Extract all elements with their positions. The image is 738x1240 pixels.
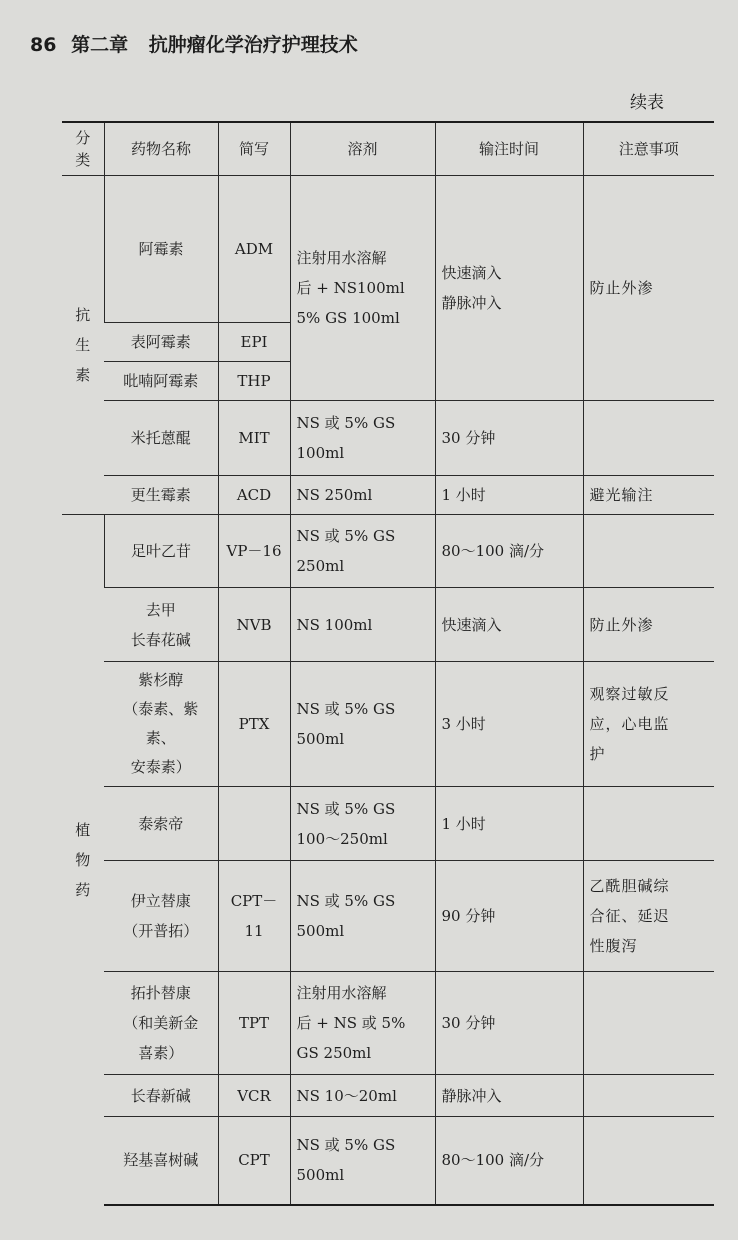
drug-name: 长春新碱 (104, 1075, 218, 1117)
drug-infusion-time: 30 分钟 (435, 972, 583, 1075)
drug-solvent: NS 或 5% GS 500ml (290, 861, 435, 972)
drug-name: 伊立替康 （开普拓） (104, 861, 218, 972)
drug-note: 乙酰胆碱综 合征、延迟 性腹泻 (583, 861, 714, 972)
drug-infusion-time: 快速滴入 (435, 588, 583, 662)
drug-abbr: NVB (218, 588, 290, 662)
page-number: 86 (30, 34, 57, 56)
continued-label: 续表 (630, 93, 664, 113)
category-label: 抗 生 素 (75, 306, 91, 384)
drug-note (583, 1117, 714, 1205)
drug-name: 吡喃阿霉素 (104, 362, 218, 401)
drug-note: 防止外渗 (583, 176, 714, 401)
drug-abbr: ACD (218, 476, 290, 515)
page-header (30, 30, 358, 57)
drug-note: 避光输注 (583, 476, 714, 515)
drug-abbr: THP (218, 362, 290, 401)
drug-solvent: NS 或 5% GS 100ml (290, 401, 435, 476)
table-row (62, 515, 714, 588)
table-row (62, 861, 714, 972)
chapter-label: 第二章 (71, 34, 129, 56)
drug-infusion-time: 80～100 滴/分 (435, 1117, 583, 1205)
drug-name: 泰索帝 (104, 787, 218, 861)
table-row (62, 662, 714, 787)
drug-note (583, 787, 714, 861)
table-row (62, 787, 714, 861)
drug-name: 紫杉醇 （泰素、紫素、 安泰素） (104, 662, 218, 787)
drug-infusion-time: 静脉冲入 (435, 1075, 583, 1117)
header-infusion-time: 输注时间 (435, 122, 583, 176)
drug-abbr: ADM (218, 176, 290, 323)
drug-abbr: CPT (218, 1117, 290, 1205)
drug-name: 拓扑替康 （和美新金 喜素） (104, 972, 218, 1075)
drug-name: 去甲 长春花碱 (104, 588, 218, 662)
category-label: 植 物 药 (75, 820, 91, 899)
drug-solvent: 注射用水溶解 后 + NS 或 5% GS 250ml (290, 972, 435, 1075)
drug-name: 足叶乙苷 (104, 515, 218, 588)
drug-note (583, 1075, 714, 1117)
drug-name: 更生霉素 (104, 476, 218, 515)
header-abbreviation: 简写 (218, 122, 290, 176)
table-header-row (62, 122, 714, 176)
drug-infusion-time: 1 小时 (435, 787, 583, 861)
drug-name: 阿霉素 (104, 176, 218, 323)
category-antibiotics (62, 176, 104, 515)
category-plant (62, 515, 104, 1205)
table-row (62, 972, 714, 1075)
drug-abbr: EPI (218, 323, 290, 362)
drug-solvent: NS 或 5% GS 100～250ml (290, 787, 435, 861)
drug-solvent: 注射用水溶解 后 + NS100ml 5% GS 100ml (290, 176, 435, 401)
table-row (62, 1075, 714, 1117)
drug-abbr (218, 787, 290, 861)
table-row (62, 1117, 714, 1205)
drug-note (583, 515, 714, 588)
drug-note: 观察过敏反 应，心电监 护 (583, 662, 714, 787)
drug-solvent: NS 10～20ml (290, 1075, 435, 1117)
drug-infusion-time: 30 分钟 (435, 401, 583, 476)
header-category: 分类 (62, 122, 104, 176)
drug-name: 米托蒽醌 (104, 401, 218, 476)
drug-abbr: VCR (218, 1075, 290, 1117)
drug-solvent: NS 或 5% GS 500ml (290, 662, 435, 787)
header-drug-name: 药物名称 (104, 122, 218, 176)
table-row (62, 476, 714, 515)
table-row (62, 401, 714, 476)
drug-solvent: NS 或 5% GS 250ml (290, 515, 435, 588)
drug-abbr: VP－16 (218, 515, 290, 588)
drug-abbr: CPT－11 (218, 861, 290, 972)
drug-abbr: PTX (218, 662, 290, 787)
drug-infusion-time: 3 小时 (435, 662, 583, 787)
drug-abbr: MIT (218, 401, 290, 476)
drug-infusion-time: 1 小时 (435, 476, 583, 515)
header-notes: 注意事项 (583, 122, 714, 176)
drug-note: 防止外渗 (583, 588, 714, 662)
drug-note (583, 401, 714, 476)
drug-note (583, 972, 714, 1075)
drug-abbr: TPT (218, 972, 290, 1075)
table-row (62, 176, 714, 323)
chapter-title: 抗肿瘤化学治疗护理技术 (148, 34, 358, 56)
drug-infusion-time: 90 分钟 (435, 861, 583, 972)
drug-infusion-time: 快速滴入 静脉冲入 (435, 176, 583, 401)
drug-table (62, 121, 714, 1206)
table-row (62, 588, 714, 662)
drug-name: 羟基喜树碱 (104, 1117, 218, 1205)
drug-solvent: NS 250ml (290, 476, 435, 515)
drug-infusion-time: 80～100 滴/分 (435, 515, 583, 588)
drug-solvent: NS 100ml (290, 588, 435, 662)
header-solvent: 溶剂 (290, 122, 435, 176)
drug-solvent: NS 或 5% GS 500ml (290, 1117, 435, 1205)
drug-name: 表阿霉素 (104, 323, 218, 362)
